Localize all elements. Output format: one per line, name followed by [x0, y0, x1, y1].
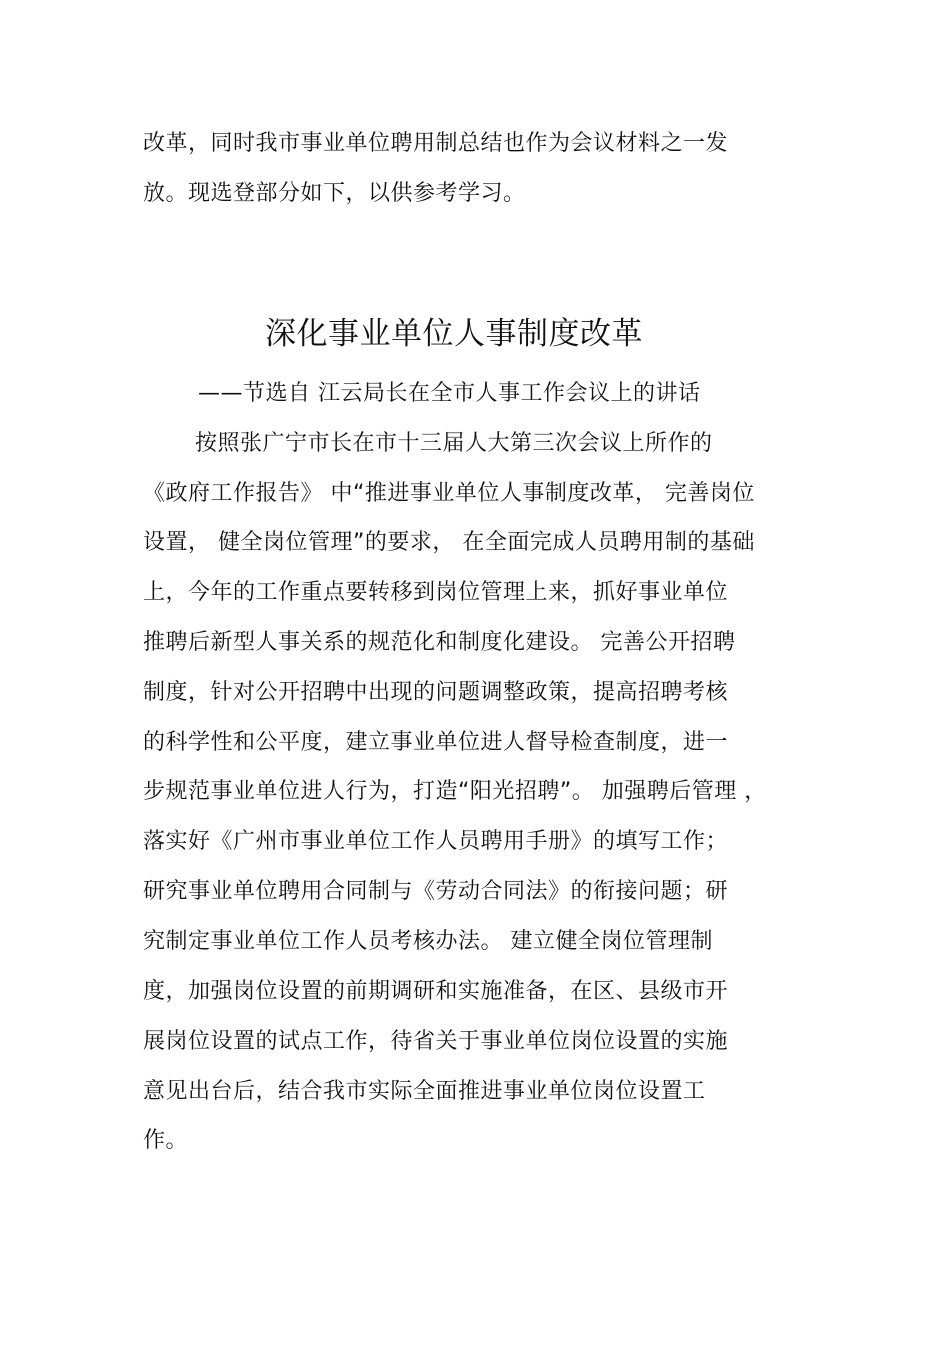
body-line-6: 制度，针对公开招聘中出现的问题调整政策，提高招聘考核	[143, 680, 729, 705]
body-line-10: 研究事业单位聘用合同制与《劳动合同法》的衔接问题；研	[143, 879, 729, 904]
body-line-12: 度，加强岗位设置的前期调研和实施准备，在区、县级市开	[143, 979, 729, 1004]
body-line-15: 作。	[143, 1128, 189, 1153]
body-line-9: 落实好《广州市事业单位工作人员聘用手册》的填写工作；	[143, 829, 729, 854]
body-line-1: 按照张广宁市长在市十三届人大第三次会议上所作的	[195, 431, 713, 456]
body-line-11: 究制定事业单位工作人员考核办法。 建立健全岗位管理制	[143, 929, 713, 954]
body-line-8: 步规范事业单位进人行为，打造“阳光招聘”。 加强聘后管理 ，	[143, 779, 767, 804]
article-subtitle: ——节选自 江云局长在全市人事工作会议上的讲话	[198, 381, 701, 406]
body-line-7: 的科学性和公平度，建立事业单位进人督导检查制度，进一	[143, 730, 729, 755]
article-title: 深化事业单位人事制度改革	[265, 316, 643, 352]
body-line-3: 设置， 健全岗位管理”的要求， 在全面完成人员聘用制的基础	[143, 530, 755, 555]
intro-line-2: 放。现选登部分如下，以供参考学习。	[143, 181, 526, 206]
body-line-14: 意见出台后，结合我市实际全面推进事业单位岗位设置工	[143, 1079, 706, 1104]
body-line-13: 展岗位设置的试点工作，待省关于事业单位岗位设置的实施	[143, 1029, 729, 1054]
intro-line-1: 改革，同时我市事业单位聘用制总结也作为会议材料之一发	[143, 131, 729, 156]
body-line-5: 推聘后新型人事关系的规范化和制度化建设。 完善公开招聘	[143, 630, 736, 655]
body-line-4: 上，今年的工作重点要转移到岗位管理上来，抓好事业单位	[143, 580, 729, 605]
body-line-2: 《政府工作报告》 中“推进事业单位人事制度改革， 完善岗位	[143, 481, 755, 506]
